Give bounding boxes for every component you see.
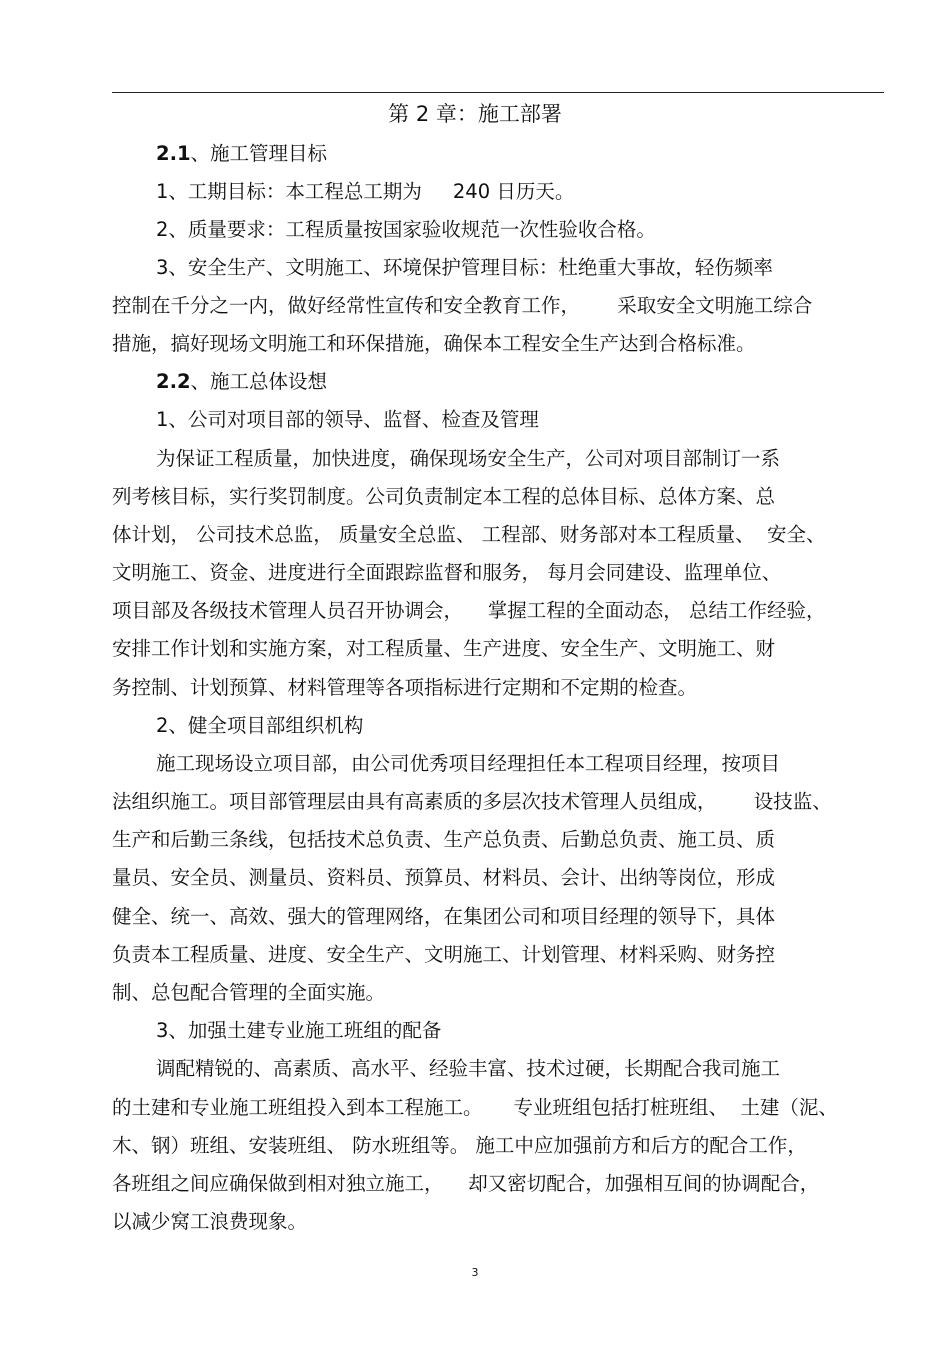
paragraph-line: 文明施工、资金、进度进行全面跟踪监督和服务， 每月会同建设、监理单位、 (112, 561, 782, 584)
paragraph-line: 木、钢）班组、安装班组、 防水班组等。 施工中应加强前方和后方的配合工作， (112, 1134, 807, 1157)
goal-safety-line: 控制在千分之一内，做好经常性宣传和安全教育工作， 采取安全文明施工综合 (112, 294, 813, 317)
goal-schedule: 1、工期目标：本工程总工期为 240 日历天。 (156, 180, 575, 203)
page-number: 3 (471, 1266, 479, 1279)
subsection-heading: 2、健全项目部组织机构 (156, 714, 364, 737)
paragraph-line: 务控制、计划预算、材料管理等各项指标进行定期和不定期的检查。 (112, 676, 698, 699)
subsection-heading: 3、加强土建专业施工班组的配备 (156, 1019, 442, 1042)
paragraph-line: 生产和后勤三条线，包括技术总负责、生产总负责、后勤总负责、施工员、质 (112, 828, 776, 851)
subsection-heading: 1、公司对项目部的领导、监督、检查及管理 (156, 408, 539, 431)
paragraph-line: 的土建和专业施工班组投入到本工程施工。 专业班组包括打桩班组、 土建（泥、 (112, 1096, 838, 1119)
paragraph-line: 量员、安全员、测量员、资料员、预算员、材料员、会计、出纳等岗位，形成 (112, 866, 776, 889)
paragraph-line: 调配精锐的、高素质、高水平、经验丰富、技术过硬，长期配合我司施工 (156, 1057, 781, 1080)
paragraph-line: 项目部及各级技术管理人员召开协调会， 掌握工程的全面动态， 总结工作经验， (112, 599, 826, 622)
header-rule (112, 92, 884, 93)
goal-quality: 2、质量要求：工程质量按国家验收规范一次性验收合格。 (156, 218, 656, 241)
paragraph-line: 负责本工程质量、进度、安全生产、文明施工、计划管理、材料采购、财务控 (112, 943, 776, 966)
paragraph-line: 制、总包配合管理的全面实施。 (112, 981, 386, 1004)
goal-safety-line: 措施，搞好现场文明施工和环保措施，确保本工程安全生产达到合格标准。 (112, 332, 756, 355)
paragraph-line: 列考核目标，实行奖罚制度。公司负责制定本工程的总体目标、总体方案、总 (112, 485, 776, 508)
section-2-2-heading (156, 367, 327, 397)
paragraph-line: 健全、统一、高效、强大的管理网络，在集团公司和项目经理的领导下，具体 (112, 905, 776, 928)
section-title: 、施工总体设想 (190, 370, 328, 393)
section-2-1-heading (156, 139, 327, 169)
paragraph-line: 各班组之间应确保做到相对独立施工， 却又密切配合，加强相互间的协调配合， (112, 1172, 820, 1195)
goal-safety-line: 3、安全生产、文明施工、环境保护管理目标：杜绝重大事故，轻伤频率 (156, 256, 773, 279)
paragraph-line: 安排工作计划和实施方案，对工程质量、生产进度、安全生产、文明施工、财 (112, 637, 776, 660)
paragraph-line: 以减少窝工浪费现象。 (112, 1210, 308, 1233)
chapter-title: 第 2 章：施工部署 (388, 102, 562, 126)
paragraph-line: 为保证工程质量，加快进度，确保现场安全生产，公司对项目部制订一系 (156, 447, 781, 470)
paragraph-line: 法组织施工。项目部管理层由具有高素质的多层次技术管理人员组成， 设技监、 (112, 790, 832, 813)
paragraph-line: 体计划， 公司技术总监， 质量安全总监、 工程部、财务部对本工程质量、 安全、 (112, 523, 826, 546)
paragraph-line: 施工现场设立项目部，由公司优秀项目经理担任本工程项目经理，按项目 (156, 752, 781, 775)
section-number: 2.2 (156, 370, 191, 393)
section-number: 2.1 (156, 142, 191, 165)
section-title: 、施工管理目标 (190, 142, 328, 165)
